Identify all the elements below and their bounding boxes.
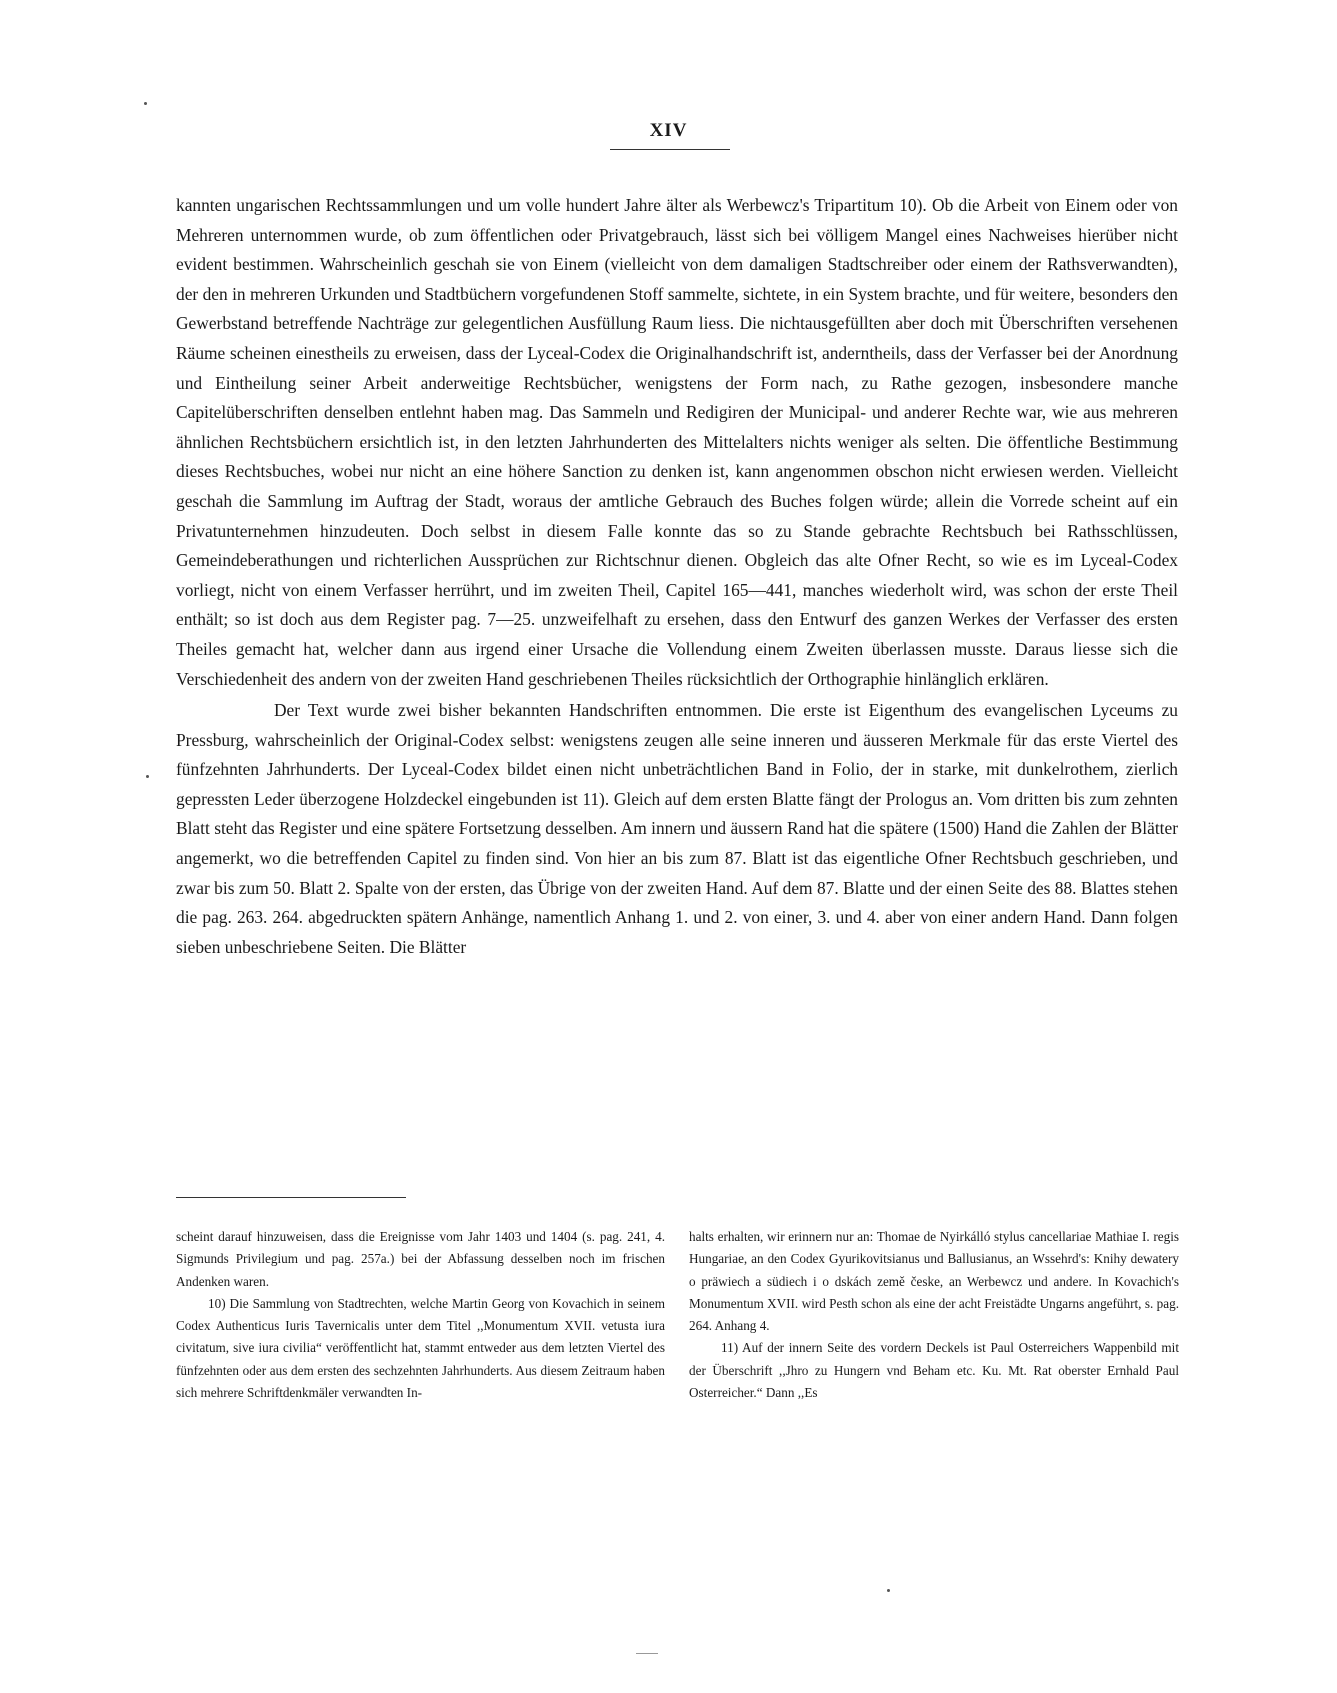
footnote: halts erhalten, wir erinnern nur an: Thomae de Nyirkálló stylus cancellariae Mathiae I. regis Hungariae, an den Codex Gyurikovitsianus und Ballusianus, an Wssehrd's: Knihy dewatery o präwiech a südiech i o dskách země česke, an Werbewcz und andere. In Kovachich's Monumentum XVII. wird Pesth schon als eine der acht Freistädte Ungarns angeführt, s. pag. 264. Anhang 4. <box>689 1229 1179 1334</box>
footnote: 10) Die Sammlung von Stadtrechten, welche Martin Georg von Kovachich in seinem Codex Authenticus Iuris Tavernicalis unter dem Titel ,,Monumentum XVII. vetusta iura civitatum, sive iura civilia“ veröffentlicht hat, stammt entweder aus dem letzten Viertel des fünfzehnten oder aus dem ersten des sechzehnten Jahrhunderts. Aus diesem Zeitraum haben sich mehrere Schriftdenkmäler verwandten In- <box>176 1295 665 1401</box>
print-speck <box>144 102 147 105</box>
page-number: XIV <box>649 120 688 141</box>
main-text <box>176 191 1178 962</box>
paragraph: kannten ungarischen Rechtssammlungen und um volle hundert Jahre älter als Werbewcz's Tripartitum 10). Ob die Arbeit von Einem oder von Mehreren unternommen wurde, ob zum öffentlichen oder Privatgebrauch, lässt sich bei völligem Mangel eines Nachweises hierüber nicht evident bestimmen. Wahrscheinlich geschah sie von Einem (vielleicht von dem damaligen Stadtschreiber oder einem der Rathsverwandten), der den in mehreren Urkunden und Stadtbüchern vorgefundenen Stoff sammelte, sichtete, in ein System brachte, und für weitere, besonders den Gewerbstand betreffende Nachträge zur gelegentlichen Ausfüllung Raum liess. Die nichtausgefüllten aber doch mit Überschriften versehenen Räume scheinen einestheils zu erweisen, dass der Lyceal-Codex die Originalhandschrift ist, anderntheils, dass der Verfasser bei der Anordnung und Eintheilung seiner Arbeit anderweitige Rechtsbücher, wenigstens der Form nach, zu Rathe gezogen, insbesondere manche Capitelüberschriften denselben entlehnt haben mag. Das Sammeln und Redigiren der Municipal- und anderer Rechte war, wie aus mehreren ähnlichen Rechtsbüchern ersichtlich ist, in den letzten Jahrhunderten des Mittelalters nichts weniger als selten. Die öffentliche Bestimmung dieses Rechtsbuches, wobei nur nicht an eine höhere Sanction zu denken ist, kann angenommen obschon nicht erwiesen werden. Vielleicht geschah die Sammlung im Auftrag der Stadt, woraus der amtliche Gebrauch des Buches folgen würde; allein die Vorrede scheint auf ein Privatunternehmen hinzudeuten. Doch selbst in diesem Falle konnte das so zu Stande gebrachte Rechtsbuch bei Rathsschlüssen, Gemeindeberathungen und richterlichen Aussprüchen zur Richtschnur dienen. Obgleich das alte Ofner Recht, so wie es im Lyceal-Codex vorliegt, nicht von einem Verfasser herrührt, und im zweiten Theil, Capitel 165—441, manches wiederholt wird, was schon der erste Theil enthält; so ist doch aus dem Register pag. 7—25. unzweifelhaft zu ersehen, dass den Entwurf des ganzen Werkes der Verfasser des ersten Theiles gemacht hat, welcher dann aus irgend einer Ursache die Vollendung einem Zweiten überlassen musste. Daraus liesse sich die Verschiedenheit des andern von der zweiten Hand geschriebenen Theiles rücksichtlich der Orthographie hinlänglich erklären. <box>176 195 1178 689</box>
footnote: 11) Auf der innern Seite des vordern Deckels ist Paul Osterreichers Wappenbild mit der Überschrift ,,Jhro zu Hungern vnd Beham etc. Ku. Mt. Rat oberster Ernhald Paul Osterreicher.“ Dann ,,Es <box>689 1340 1179 1401</box>
footnotes-left-column <box>176 1226 665 1404</box>
header-rule <box>610 149 730 150</box>
paragraph: Der Text wurde zwei bisher bekannten Handschriften entnommen. Die erste ist Eigenthum des evangelischen Lyceums zu Pressburg, wahrscheinlich der Original-Codex selbst: wenigstens zeugen alle seine inneren und äusseren Merkmale für das erste Viertel des fünfzehnten Jahrhunderts. Der Lyceal-Codex bildet einen nicht unbeträchtlichen Band in Folio, der in starke, mit dunkelrothem, zierlich gepressten Leder überzogene Holzdeckel eingebunden ist 11). Gleich auf dem ersten Blatte fängt der Prologus an. Vom dritten bis zum zehnten Blatt steht das Register und eine spätere Fortsetzung desselben. Am innern und äussern Rand hat die spätere (1500) Hand die Zahlen der Blätter angemerkt, wo die betreffenden Capitel zu finden sind. Von hier an bis zum 87. Blatt ist das eigentliche Ofner Rechtsbuch geschrieben, und zwar bis zum 50. Blatt 2. Spalte von der ersten, das Übrige von der zweiten Hand. Auf dem 87. Blatte und der einen Seite des 88. Blattes stehen die pag. 263. 264. abgedruckten spätern Anhänge, namentlich Anhang 1. und 2. von einer, 3. und 4. aber von einer andern Hand. Dann folgen sieben unbeschriebene Seiten. Die Blätter <box>176 700 1178 957</box>
print-speck <box>146 775 149 778</box>
footnotes-right-column <box>689 1226 1179 1404</box>
footnote: scheint darauf hinzuweisen, dass die Ereignisse vom Jahr 1403 und 1404 (s. pag. 241, 4. Sigmunds Privilegium und pag. 257a.) bei der Abfassung desselben noch im frischen Andenken waren. <box>176 1229 665 1289</box>
bottom-mark <box>636 1653 658 1654</box>
footnote-rule <box>176 1197 406 1198</box>
print-speck <box>887 1589 890 1592</box>
